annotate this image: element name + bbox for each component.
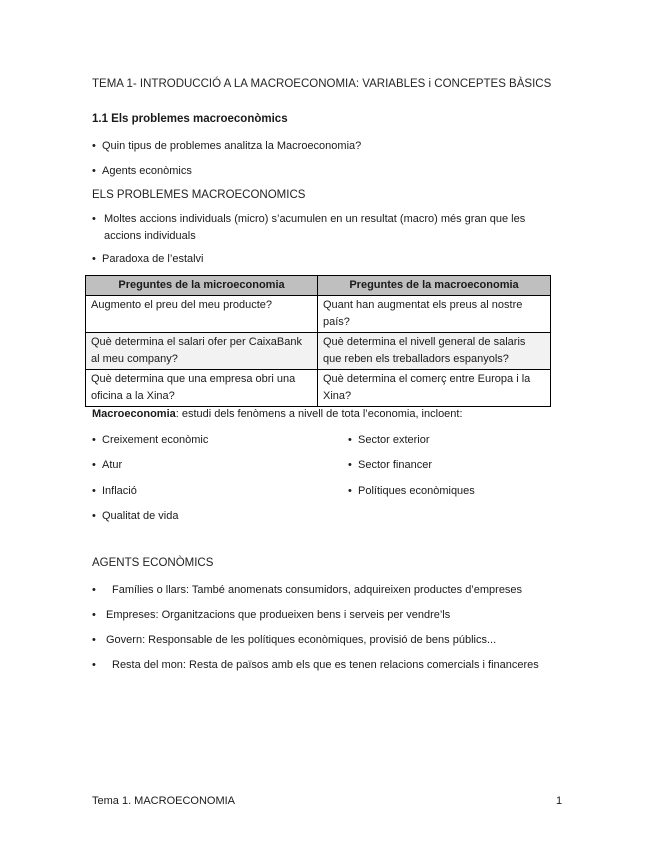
bullet-icon: • [92,213,96,225]
list-item [92,457,122,474]
list-item [92,657,539,674]
table-cell: Quant han augmentat els preus al nostre país? [318,296,551,333]
bullet-icon: • [348,459,352,471]
macro-definition [92,408,463,420]
list-item-text: Quin tipus de problemes analitza la Macroeconomia? [102,140,362,152]
table-cell: Augmento el preu del meu producte? [86,296,318,333]
list-item-text: Polítiques econòmiques [358,485,475,497]
list-item [92,211,562,245]
list-item-text: Creixement econòmic [102,434,209,446]
list-item-text: Resta del mon: Resta de països amb els que es tenen relacions comercials i financeres [112,659,539,671]
document-title: TEMA 1- INTRODUCCIÓ A LA MACROECONOMIA: VARIABLES i CONCEPTES BÀSICS [92,78,552,90]
bullet-icon: • [92,609,96,621]
list-item-text: Agents econòmics [102,165,192,177]
list-item-text: Famílies o llars: També anomenats consumidors, adquireixen productes d’empreses [112,584,523,596]
list-item [348,432,430,449]
table-cell: Què determina el comerç entre Europa i la Xina? [318,370,551,407]
bullet-icon: • [348,434,352,446]
list-item [92,483,137,500]
table-row [86,296,551,333]
list-item-text: Sector financer [358,459,432,471]
table-header-row [86,276,551,296]
list-item [92,163,192,180]
questions-table [85,275,551,407]
table-cell: Què determina el salari ofer per CaixaBank al meu company? [86,333,318,370]
list-item [92,508,178,525]
list-item [92,582,522,599]
list-item-text: Govern: Responsable de les polítiques econòmiques, provisió de bens públics... [106,634,497,646]
bullet-icon: • [92,140,96,152]
macro-term: Macroeconomia [92,408,176,420]
agents-heading: AGENTS ECONÒMICS [92,557,214,569]
list-item-text: Qualitat de vida [102,510,179,522]
list-item-text: Sector exterior [358,434,430,446]
table-row [86,333,551,370]
table-header-micro: Preguntes de la microeconomia [86,276,318,296]
list-item [348,457,432,474]
page-number: 1 [556,795,563,807]
list-item-text: Inflació [102,485,137,497]
list-item [92,251,204,268]
bullet-icon: • [92,634,96,646]
macro-definition-text: : estudi dels fenòmens a nivell de tota l’economia, incloent: [175,408,463,420]
problems-heading: ELS PROBLEMES MACROECONOMICS [92,189,306,201]
list-item [92,632,496,649]
bullet-icon: • [92,253,96,265]
bullet-icon: • [92,584,96,596]
section-title: 1.1 Els problemes macroeconòmics [92,113,288,125]
list-item-text: Empreses: Organitzacions que produeixen bens i serveis per vendre’ls [106,609,451,621]
list-item [92,607,450,624]
table-cell: Què determina el nivell general de salaris que reben els treballadors espanyols? [318,333,551,370]
table-cell: Què determina que una empresa obri una oficina a la Xina? [86,370,318,407]
list-item [92,432,208,449]
bullet-icon: • [92,459,96,471]
bullet-icon: • [92,485,96,497]
list-item [348,483,475,500]
list-item [92,138,361,155]
list-item-text: Paradoxa de l’estalvi [102,253,204,265]
footer-title: Tema 1. MACROECONOMIA [92,795,236,807]
bullet-icon: • [92,165,96,177]
list-item-text: Moltes accions individuals (micro) s’acumulen en un resultat (macro) més gran que les accions individuals [104,213,526,242]
list-item-text: Atur [102,459,123,471]
table-row [86,370,551,407]
bullet-icon: • [92,434,96,446]
bullet-icon: • [92,659,96,671]
bullet-icon: • [92,510,96,522]
bullet-icon: • [348,485,352,497]
table-header-macro: Preguntes de la macroeconomia [318,276,551,296]
